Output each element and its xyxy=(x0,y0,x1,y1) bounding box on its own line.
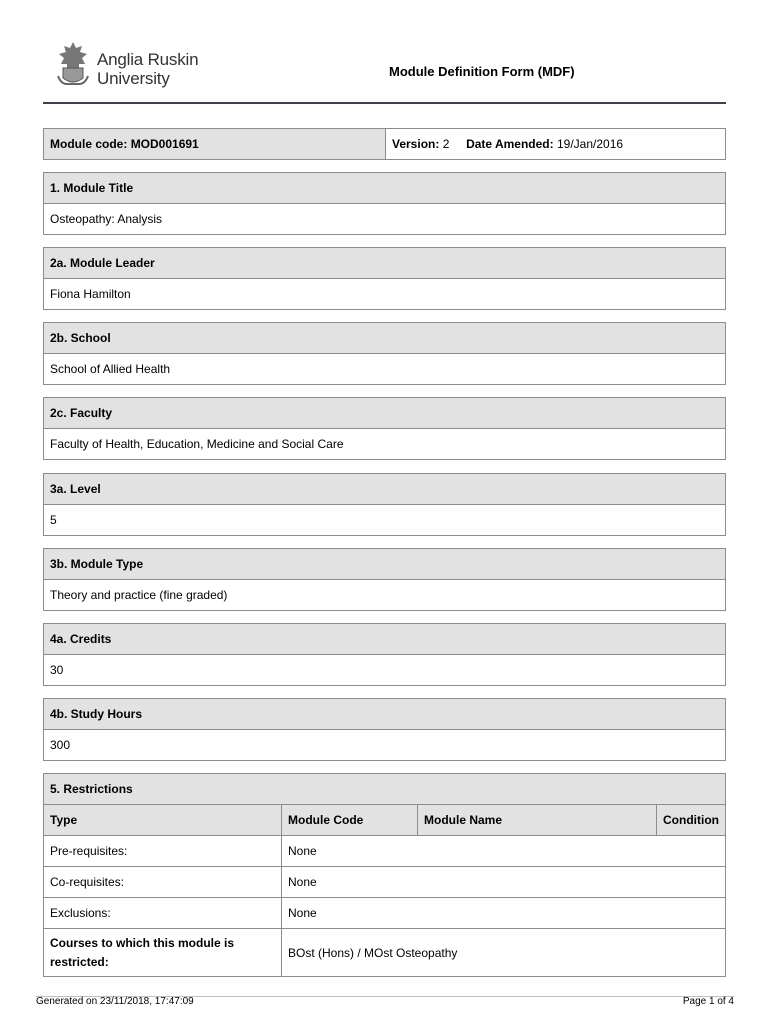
row-type: Courses to which this module is restricted: xyxy=(44,929,282,976)
section-credits xyxy=(43,623,726,686)
date-amended-value: 19/Jan/2016 xyxy=(556,137,624,151)
university-logo xyxy=(55,40,225,90)
restrictions-heading: 5. Restrictions xyxy=(44,774,725,805)
table-row xyxy=(44,929,725,976)
section-heading: 4a. Credits xyxy=(44,624,725,655)
section-level xyxy=(43,473,726,536)
page-header xyxy=(43,38,726,104)
version-label: Version: xyxy=(392,137,440,151)
section-school xyxy=(43,322,726,385)
column-header-condition: Condition xyxy=(657,805,725,835)
section-value: School of Allied Health xyxy=(50,362,171,376)
table-row xyxy=(44,867,725,898)
section-study-hours xyxy=(43,698,726,761)
row-type: Pre-requisites: xyxy=(44,836,282,866)
logo-text-line2: University xyxy=(97,69,170,88)
generated-timestamp: Generated on 23/11/2018, 17:47:09 xyxy=(36,996,194,1007)
form-title: Module Definition Form (MDF) xyxy=(389,64,575,79)
section-module-type xyxy=(43,548,726,611)
section-heading: 2b. School xyxy=(44,323,725,354)
row-value: None xyxy=(288,844,317,858)
section-value: Osteopathy: Analysis xyxy=(50,212,163,226)
section-heading: 4b. Study Hours xyxy=(44,699,725,730)
restrictions-table xyxy=(43,773,726,977)
section-value: Faculty of Health, Education, Medicine and Social Care xyxy=(50,437,344,451)
section-heading: 2a. Module Leader xyxy=(44,248,725,279)
section-heading: 3b. Module Type xyxy=(44,549,725,580)
header-divider xyxy=(43,102,726,104)
section-value: 5 xyxy=(50,513,57,527)
section-value: 30 xyxy=(50,663,64,677)
column-header-module-name: Module Name xyxy=(418,805,657,835)
column-header-type: Type xyxy=(44,805,282,835)
version-value: 2 xyxy=(442,137,450,151)
date-amended-label: Date Amended: xyxy=(466,137,554,151)
section-value: Fiona Hamilton xyxy=(50,287,131,301)
module-code-label: Module code: xyxy=(50,137,128,151)
crest-icon xyxy=(55,40,91,88)
module-code-cell xyxy=(44,129,386,159)
version-cell xyxy=(386,129,725,159)
module-code-row xyxy=(43,128,726,160)
table-row xyxy=(44,836,725,867)
table-row xyxy=(44,898,725,929)
section-value: 300 xyxy=(50,738,71,752)
logo-text-line1: Anglia Ruskin xyxy=(97,50,199,69)
section-module-title xyxy=(43,172,726,235)
section-module-leader xyxy=(43,247,726,310)
column-header-module-code: Module Code xyxy=(282,805,418,835)
page-number: Page 1 of 4 xyxy=(682,996,734,1007)
row-value: BOst (Hons) / MOst Osteopathy xyxy=(288,945,458,960)
row-value: None xyxy=(288,906,317,920)
section-value: Theory and practice (fine graded) xyxy=(50,588,228,602)
section-heading: 3a. Level xyxy=(44,474,725,505)
module-code-value: MOD001691 xyxy=(130,137,199,151)
row-value: None xyxy=(288,875,317,889)
section-faculty xyxy=(43,397,726,460)
section-heading: 2c. Faculty xyxy=(44,398,725,429)
section-heading: 1. Module Title xyxy=(44,173,725,204)
table-header-row xyxy=(44,805,725,836)
row-type: Co-requisites: xyxy=(44,867,282,897)
row-type: Exclusions: xyxy=(44,898,282,928)
